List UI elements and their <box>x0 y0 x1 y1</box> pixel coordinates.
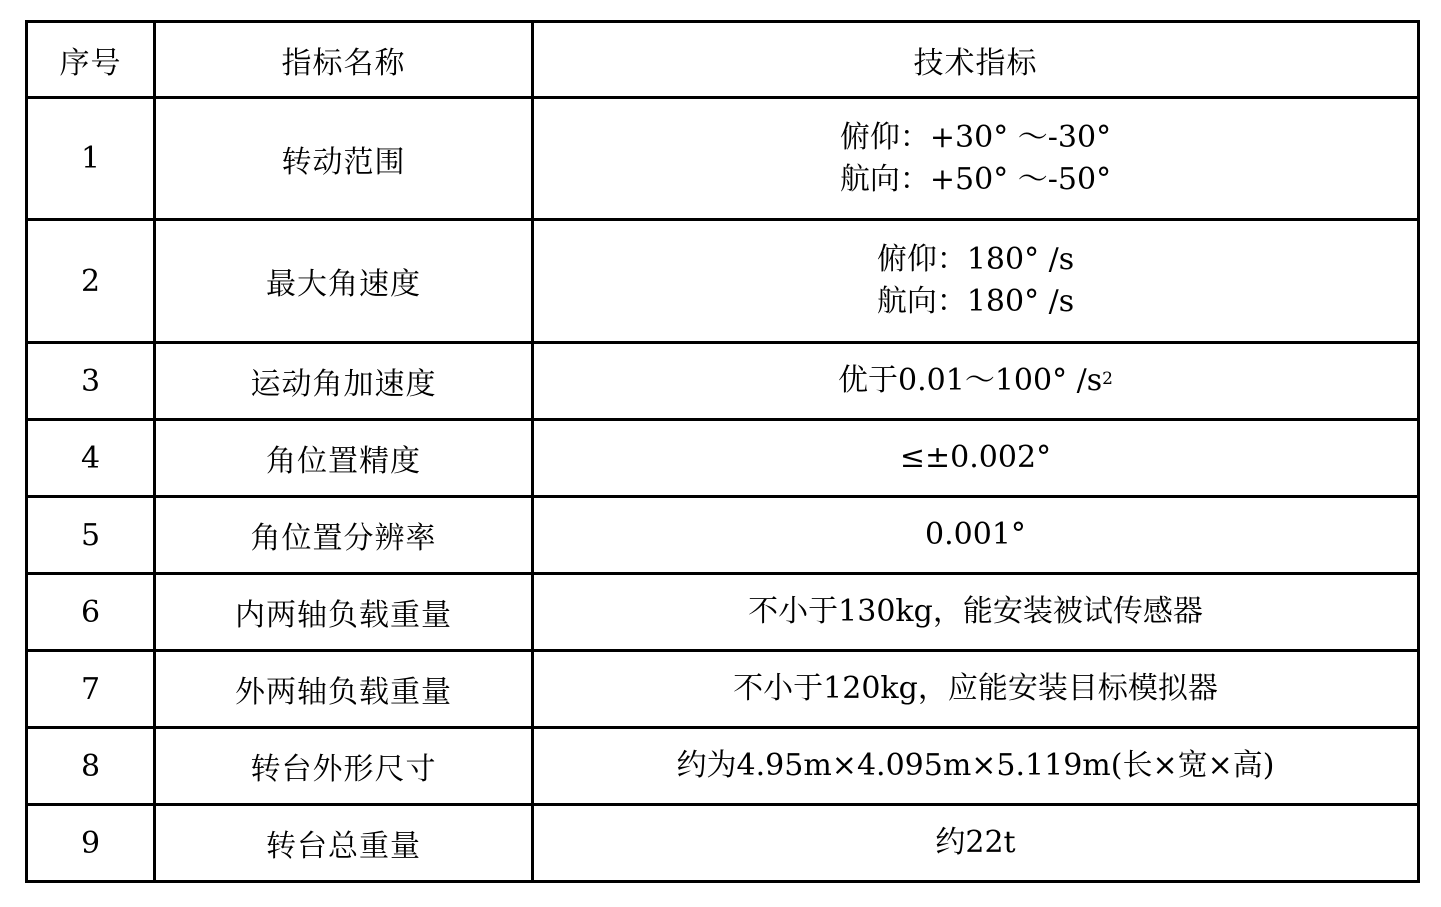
header-index: 序号 <box>27 22 155 98</box>
row-name: 转台总重量 <box>155 805 533 882</box>
row-spec <box>533 220 1419 343</box>
row-spec <box>533 651 1419 728</box>
row-index: 1 <box>27 98 155 220</box>
row-index: 6 <box>27 574 155 651</box>
row-name: 最大角速度 <box>155 220 533 343</box>
row-name: 角位置分辨率 <box>155 497 533 574</box>
table-row <box>27 497 1419 574</box>
row-index: 3 <box>27 343 155 420</box>
table-row <box>27 805 1419 882</box>
table-row <box>27 220 1419 343</box>
spec-line: 俯仰：+30° ～-30° <box>839 119 1112 155</box>
row-name: 角位置精度 <box>155 420 533 497</box>
spec-line: 不小于130kg，能安装被试传感器 <box>748 594 1203 629</box>
table-row <box>27 343 1419 420</box>
row-name: 转台外形尺寸 <box>155 728 533 805</box>
table-row <box>27 420 1419 497</box>
spec-line: 优于0.01～100° /s <box>838 363 1103 398</box>
row-spec <box>533 98 1419 220</box>
spec-line: 约22t <box>935 825 1016 860</box>
spec-line: ≤±0.002° <box>899 440 1052 475</box>
row-index: 2 <box>27 220 155 343</box>
row-spec <box>533 728 1419 805</box>
spec-line: 不小于120kg，应能安装目标模拟器 <box>733 671 1218 706</box>
table-header-row <box>27 22 1419 98</box>
row-spec <box>533 420 1419 497</box>
header-spec: 技术指标 <box>533 22 1419 98</box>
row-spec <box>533 574 1419 651</box>
row-spec <box>533 343 1419 420</box>
superscript-squared: 2 <box>1102 369 1113 389</box>
spec-line: 0.001° <box>925 517 1026 552</box>
header-name: 指标名称 <box>155 22 533 98</box>
row-index: 9 <box>27 805 155 882</box>
row-name: 内两轴负载重量 <box>155 574 533 651</box>
row-index: 8 <box>27 728 155 805</box>
row-index: 4 <box>27 420 155 497</box>
row-name: 转动范围 <box>155 98 533 220</box>
table-row <box>27 574 1419 651</box>
row-name: 外两轴负载重量 <box>155 651 533 728</box>
table-row <box>27 728 1419 805</box>
spec-line: 约为4.95m×4.095m×5.119m(长×宽×高) <box>676 748 1275 783</box>
row-index: 5 <box>27 497 155 574</box>
row-spec <box>533 805 1419 882</box>
row-spec <box>533 497 1419 574</box>
row-index: 7 <box>27 651 155 728</box>
table-row <box>27 651 1419 728</box>
row-name: 运动角加速度 <box>155 343 533 420</box>
spec-line: 俯仰：180° /s <box>876 242 1075 277</box>
table-row <box>27 98 1419 220</box>
spec-line: 航向：+50° ～-50° <box>839 161 1112 197</box>
spec-line: 航向：180° /s <box>876 284 1075 319</box>
spec-table <box>25 20 1420 883</box>
